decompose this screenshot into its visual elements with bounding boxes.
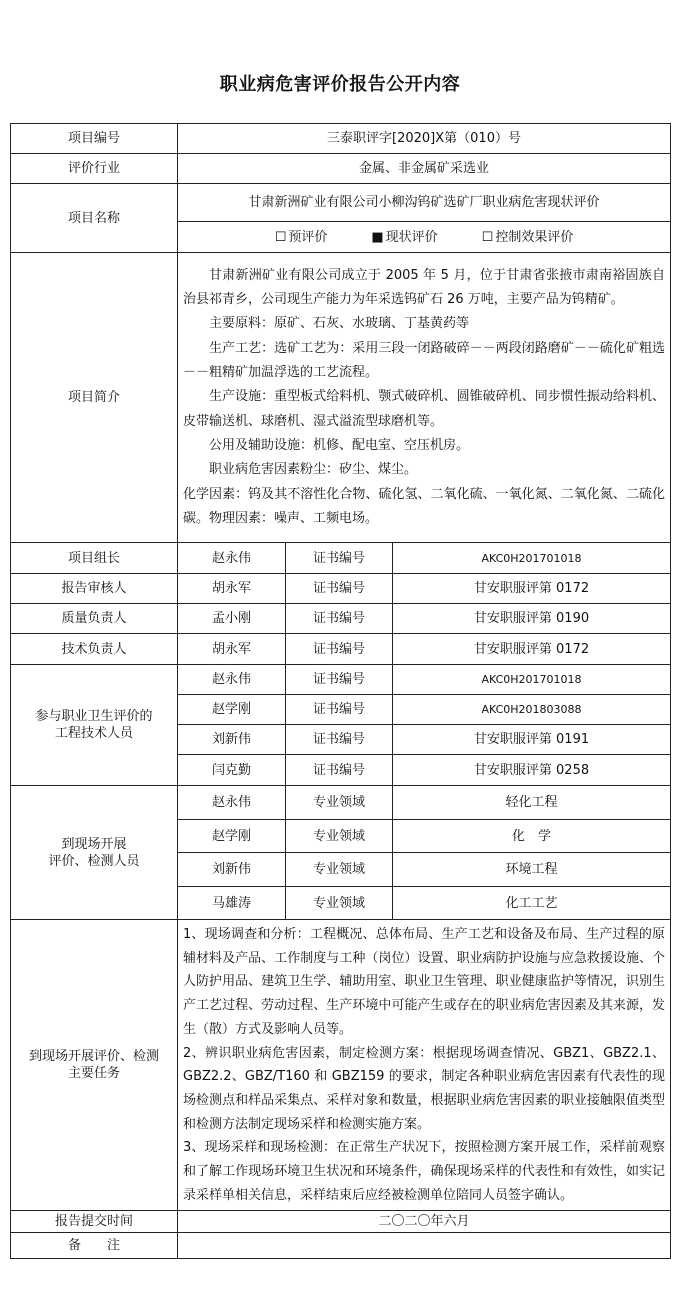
tasks-content [178,920,671,1211]
intro-paragraph: 主要原料：原矿、石灰、水玻璃、丁基黄药等 [209,316,470,332]
field-label: 专业领域 [286,887,393,920]
cert-number: AKC0H201701018 [393,543,671,574]
submit-time-value: 二〇二〇年六月 [178,1211,671,1233]
option-pre-evaluation[interactable]: ☐ 预评价 [274,229,328,245]
row-leader [11,574,671,604]
person-name: 闫克勤 [178,755,286,786]
intro-label: 项目简介 [11,253,178,543]
checkbox-checked-icon: ■ [371,229,384,245]
cert-number: 甘安职服评第 0190 [393,604,671,634]
cert-label: 证书编号 [286,634,393,665]
intro-paragraph: 职业病危害因素粉尘：矽尘、煤尘。 [209,462,418,478]
row-remarks [11,1233,671,1259]
project-name-label: 项目名称 [11,184,178,253]
cert-label: 证书编号 [286,755,393,786]
engineers-label: 参与职业卫生评价的 工程技术人员 [11,665,178,786]
cert-label: 证书编号 [286,665,393,695]
remarks-value [178,1233,671,1259]
row-submit-time [11,1211,671,1233]
intro-paragraph: 生产工艺：选矿工艺为：采用三段一闭路破碎－－两段闭路磨矿－－硫化矿粗选－－粗精矿加温浮选的工艺流程。 [183,340,666,381]
field-label: 专业领域 [286,786,393,820]
intro-paragraph: 生产设施：重型板式给料机、颚式破碎机、圆锥破碎机、同步惯性振动给料机、皮带输送机、球磨机、湿式溢流型球磨机等。 [183,389,666,429]
role-label: 项目组长 [11,543,178,574]
submit-time-label: 报告提交时间 [11,1211,178,1233]
report-table [10,123,671,1259]
intro-paragraph: 甘肃新洲矿业有限公司成立于 2005 年 5 月，位于甘肃省张掖市肃南裕固族自治县祁青乡，公司现生产能力为年采选钨矿石 26 万吨，主要产品为钨精矿。 [183,267,666,308]
person-name: 孟小刚 [178,604,286,634]
checkbox-empty-icon: ☐ [274,229,287,245]
person-name: 赵永伟 [178,543,286,574]
cert-label: 证书编号 [286,543,393,574]
project-no-label: 项目编号 [11,124,178,154]
intro-paragraph: 公用及辅助设施：机修、配电室、空压机房。 [209,437,470,453]
row-industry [11,154,671,184]
industry-value: 金属、非金属矿采选业 [178,154,671,184]
person-name: 赵学刚 [178,695,286,725]
cert-number: 甘安职服评第 0172 [393,634,671,665]
person-name: 赵永伟 [178,665,286,695]
option-status-evaluation[interactable]: ■ 现状评价 [371,229,438,245]
cert-label: 证书编号 [286,695,393,725]
field-value: 环境工程 [393,853,671,887]
cert-label: 证书编号 [286,574,393,604]
row-tasks [11,920,671,1211]
intro-paragraph: 化学因素：钨及其不溶性化合物、硫化氢、二氧化硫、一氧化氮、二氧化氮、二硫化碳。物理因素：噪声、工频电场。 [183,486,666,526]
row-intro [11,253,671,543]
role-label: 报告审核人 [11,574,178,604]
cert-number: AKC0H201803088 [393,695,671,725]
cert-number: 甘安职服评第 0258 [393,755,671,786]
cert-number: AKC0H201701018 [393,665,671,695]
field-value: 化 学 [393,820,671,853]
role-label: 质量负责人 [11,604,178,634]
page-title: 职业病危害评价报告公开内容 [219,74,461,95]
field-value: 轻化工程 [393,786,671,820]
cert-number: 甘安职服评第 0191 [393,725,671,755]
field-value: 化工工艺 [393,887,671,920]
project-no-value: 三泰职评字[2020]X第（010）号 [178,124,671,154]
person-name: 马雄涛 [178,887,286,920]
remarks-label: 备 注 [11,1233,178,1259]
role-label: 技术负责人 [11,634,178,665]
tasks-label: 到现场开展评价、检测 主要任务 [11,920,178,1211]
row-leader [11,634,671,665]
intro-content [178,253,671,543]
person-name: 赵学刚 [178,820,286,853]
field-label: 专业领域 [286,853,393,887]
person-name: 刘新伟 [178,853,286,887]
project-name-value: 甘肃新洲矿业有限公司小柳沟钨矿选矿厂职业病危害现状评价 [178,184,671,222]
row-field-staff [11,786,671,820]
task-item: 2、辨识职业病危害因素，制定检测方案：根据现场调查情况、GBZ1、GBZ2.1、GBZ2.2、GBZ/T160 和 GBZ159 的要求，制定各种职业病危害因素有代表性的现场检测点和样品采集点、采样对象和数量，根据职业病危害因素的职业接触限值类型和检测方法制定现场采样和检测实施方案。 [183,1045,666,1132]
cert-label: 证书编号 [286,604,393,634]
task-item: 1、现场调查和分析：工程概况、总体布局、生产工艺和设备及布局、生产过程的原辅材料及产品、工作制度与工种（岗位）设置、职业病防护设施与应急救援设施、个人防护用品、建筑卫生学、辅助用室、职业卫生管理、职业健康监护等情况，识别生产工艺过程、劳动过程、生产环境中可能产生或存在的职业病危害因素及其来源，发生（散）方式及影响人员等。 [183,927,666,1037]
person-name: 胡永军 [178,634,286,665]
task-item: 3、现场采样和现场检测：在正常生产状况下，按照检测方案开展工作，采样前观察和了解工作现场环境卫生状况和环境条件，确保现场采样的代表性和有效性，如实记录采样单相关信息，采样结束后应经被检测单位陪同人员签字确认。 [183,1140,666,1203]
option-control-effect-evaluation[interactable]: ☐ 控制效果评价 [481,229,574,245]
row-project-name [11,184,671,222]
person-name: 刘新伟 [178,725,286,755]
industry-label: 评价行业 [11,154,178,184]
field-staff-label: 到现场开展 评价、检测人员 [11,786,178,920]
checkbox-empty-icon: ☐ [481,229,494,245]
person-name: 胡永军 [178,574,286,604]
row-leader [11,604,671,634]
evaluation-type-options [178,222,671,253]
person-name: 赵永伟 [178,786,286,820]
row-engineer [11,665,671,695]
row-project-no [11,124,671,154]
cert-label: 证书编号 [286,725,393,755]
row-leader [11,543,671,574]
cert-number: 甘安职服评第 0172 [393,574,671,604]
field-label: 专业领域 [286,820,393,853]
